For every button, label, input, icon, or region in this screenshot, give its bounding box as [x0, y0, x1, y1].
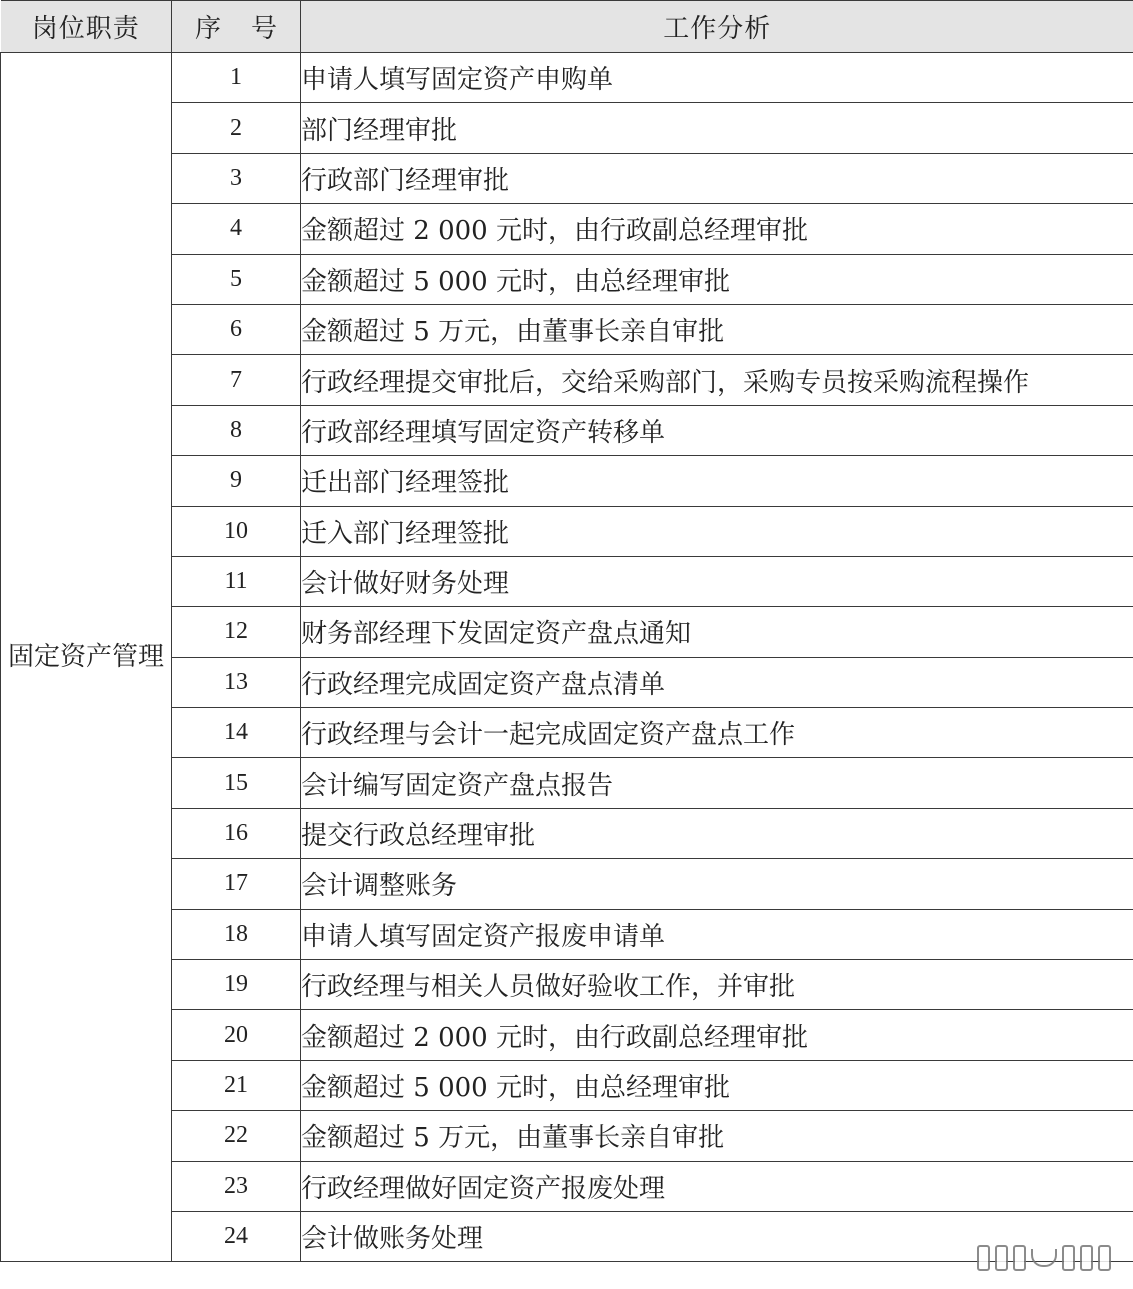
seq-cell: 1 [172, 53, 301, 103]
analysis-cell: 金额超过 5 万元，由董事长亲自审批 [301, 304, 1133, 354]
seq-cell: 22 [172, 1111, 301, 1161]
table-row [1, 53, 1133, 103]
analysis-cell: 会计做好财务处理 [301, 556, 1133, 606]
analysis-cell: 迁出部门经理签批 [301, 456, 1133, 506]
seq-cell: 14 [172, 708, 301, 758]
analysis-cell: 行政部经理填写固定资产转移单 [301, 405, 1133, 455]
seq-cell: 11 [172, 556, 301, 606]
seq-cell: 12 [172, 607, 301, 657]
seq-cell: 17 [172, 859, 301, 909]
seq-cell: 7 [172, 355, 301, 405]
header-row [1, 1, 1133, 53]
duty-cell: 固定资产管理 [1, 53, 172, 1262]
analysis-cell: 行政经理做好固定资产报废处理 [301, 1161, 1133, 1211]
seq-cell: 5 [172, 254, 301, 304]
watermark-logo-icon [977, 1245, 1111, 1271]
seq-cell: 21 [172, 1060, 301, 1110]
seq-cell: 4 [172, 204, 301, 254]
analysis-cell: 金额超过 2 000 元时，由行政副总经理审批 [301, 204, 1133, 254]
analysis-cell: 行政经理完成固定资产盘点清单 [301, 657, 1133, 707]
header-analysis: 工作分析 [301, 1, 1133, 53]
analysis-cell: 行政经理提交审批后，交给采购部门，采购专员按采购流程操作 [301, 355, 1133, 405]
header-duty: 岗位职责 [1, 1, 172, 53]
seq-cell: 18 [172, 909, 301, 959]
analysis-cell: 会计做账务处理 [301, 1211, 1133, 1261]
seq-cell: 20 [172, 1010, 301, 1060]
analysis-cell: 部门经理审批 [301, 103, 1133, 153]
analysis-cell: 申请人填写固定资产报废申请单 [301, 909, 1133, 959]
analysis-cell: 行政经理与相关人员做好验收工作，并审批 [301, 960, 1133, 1010]
seq-cell: 6 [172, 304, 301, 354]
analysis-cell: 提交行政总经理审批 [301, 808, 1133, 858]
seq-cell: 9 [172, 456, 301, 506]
seq-cell: 16 [172, 808, 301, 858]
seq-cell: 19 [172, 960, 301, 1010]
analysis-cell: 金额超过 2 000 元时，由行政副总经理审批 [301, 1010, 1133, 1060]
analysis-cell: 会计调整账务 [301, 859, 1133, 909]
table-body [1, 53, 1133, 1262]
seq-cell: 10 [172, 506, 301, 556]
analysis-cell: 财务部经理下发固定资产盘点通知 [301, 607, 1133, 657]
header-seq [172, 1, 307, 53]
seq-cell: 8 [172, 405, 301, 455]
seq-cell: 24 [172, 1211, 301, 1261]
analysis-cell: 行政经理与会计一起完成固定资产盘点工作 [301, 708, 1133, 758]
analysis-cell: 金额超过 5 万元，由董事长亲自审批 [301, 1111, 1133, 1161]
analysis-cell: 会计编写固定资产盘点报告 [301, 758, 1133, 808]
analysis-cell: 申请人填写固定资产申购单 [301, 53, 1133, 103]
seq-cell: 23 [172, 1161, 301, 1211]
seq-cell: 2 [172, 103, 301, 153]
seq-cell: 3 [172, 153, 301, 203]
analysis-cell: 行政部门经理审批 [301, 153, 1133, 203]
analysis-cell: 金额超过 5 000 元时，由总经理审批 [301, 254, 1133, 304]
seq-cell: 15 [172, 758, 301, 808]
header-seq-label: 序号 [194, 14, 307, 44]
analysis-cell: 迁入部门经理签批 [301, 506, 1133, 556]
seq-cell: 13 [172, 657, 301, 707]
analysis-cell: 金额超过 5 000 元时，由总经理审批 [301, 1060, 1133, 1110]
